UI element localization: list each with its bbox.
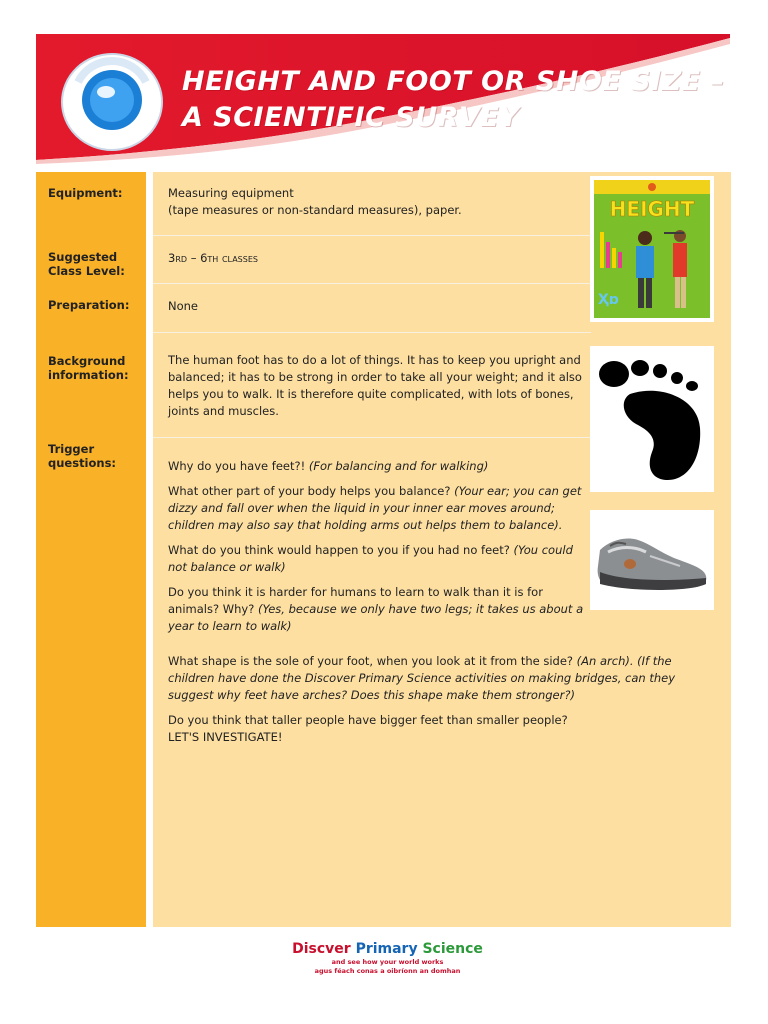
page-title bbox=[182, 64, 725, 136]
title-line-2: A SCIENTIFIC SURVEY bbox=[182, 102, 520, 133]
label-class-level: Suggested Class Level: bbox=[48, 250, 125, 278]
question-item: Do you think it is harder for humans to learn to walk than it is for animals? Why? (Yes, because we only have two legs; it takes us about a year to learn to walk) bbox=[168, 585, 584, 633]
discover-primary-science-logo: Discver Primary Science and see how your world works agus féach conas a oibríonn an domhan bbox=[280, 940, 495, 995]
question-item: What shape is the sole of your foot, when you look at it from the side? (An arch). (If the children have done the Discover Primary Science activities on making bridges, can they suggest why feet have arches? Does this shape make them stronger?) bbox=[168, 654, 676, 702]
classroom-activity-pack-badge bbox=[58, 46, 166, 154]
svg-text:Ҳɒ: Ҳɒ bbox=[598, 292, 619, 308]
trigger-questions-list bbox=[168, 458, 588, 643]
preparation-text: None bbox=[168, 299, 199, 313]
height-book-cover-image bbox=[590, 176, 714, 322]
divider bbox=[153, 437, 591, 438]
divider bbox=[153, 235, 591, 236]
label-column bbox=[36, 172, 146, 927]
title-line-1: HEIGHT AND FOOT OR SHOE SIZE – bbox=[182, 66, 725, 97]
question-item: Why do you have feet?! (For balancing and for walking) bbox=[168, 459, 489, 473]
foot-icon bbox=[590, 346, 714, 492]
logo-tagline-2: agus féach conas a oibríonn an domhan bbox=[314, 967, 461, 975]
running-shoe-icon bbox=[590, 510, 714, 610]
trigger-questions-list-2 bbox=[168, 653, 700, 746]
final-question: Do you think that taller people have bigger feet than smaller people? bbox=[168, 713, 568, 727]
label-trigger-questions: Trigger questions: bbox=[48, 442, 117, 470]
logo-tagline-1: and see how your world works bbox=[331, 958, 444, 966]
equipment-text: Measuring equipment (tape measures or non-standard measures), paper. bbox=[168, 186, 462, 217]
background-text: The human foot has to do a lot of things. It has to keep you upright and balanced; it has to be strong in order to take all your weight; and it also helps you to walk. It is therefore quite complicated, with lots of bones, joints and muscles. bbox=[168, 353, 582, 418]
divider bbox=[153, 332, 591, 333]
divider bbox=[153, 283, 591, 284]
question-item: What other part of your body helps you balance? (Your ear; you can get dizzy and fall over when the liquid in your inner ear moves around; children may also say that holding arms out helps them to balance). bbox=[168, 484, 582, 532]
label-preparation: Preparation: bbox=[48, 298, 130, 312]
label-equipment: Equipment: bbox=[48, 186, 123, 200]
book-title: HEIGHT bbox=[609, 197, 695, 221]
label-background: Background information: bbox=[48, 354, 129, 382]
header-banner bbox=[36, 34, 730, 164]
final-call: LET'S INVESTIGATE! bbox=[168, 730, 283, 744]
question-item: What do you think would happen to you if you had no feet? (You could not balance or walk) bbox=[168, 543, 573, 574]
class-level-text: 3rd – 6th classes bbox=[168, 251, 258, 265]
